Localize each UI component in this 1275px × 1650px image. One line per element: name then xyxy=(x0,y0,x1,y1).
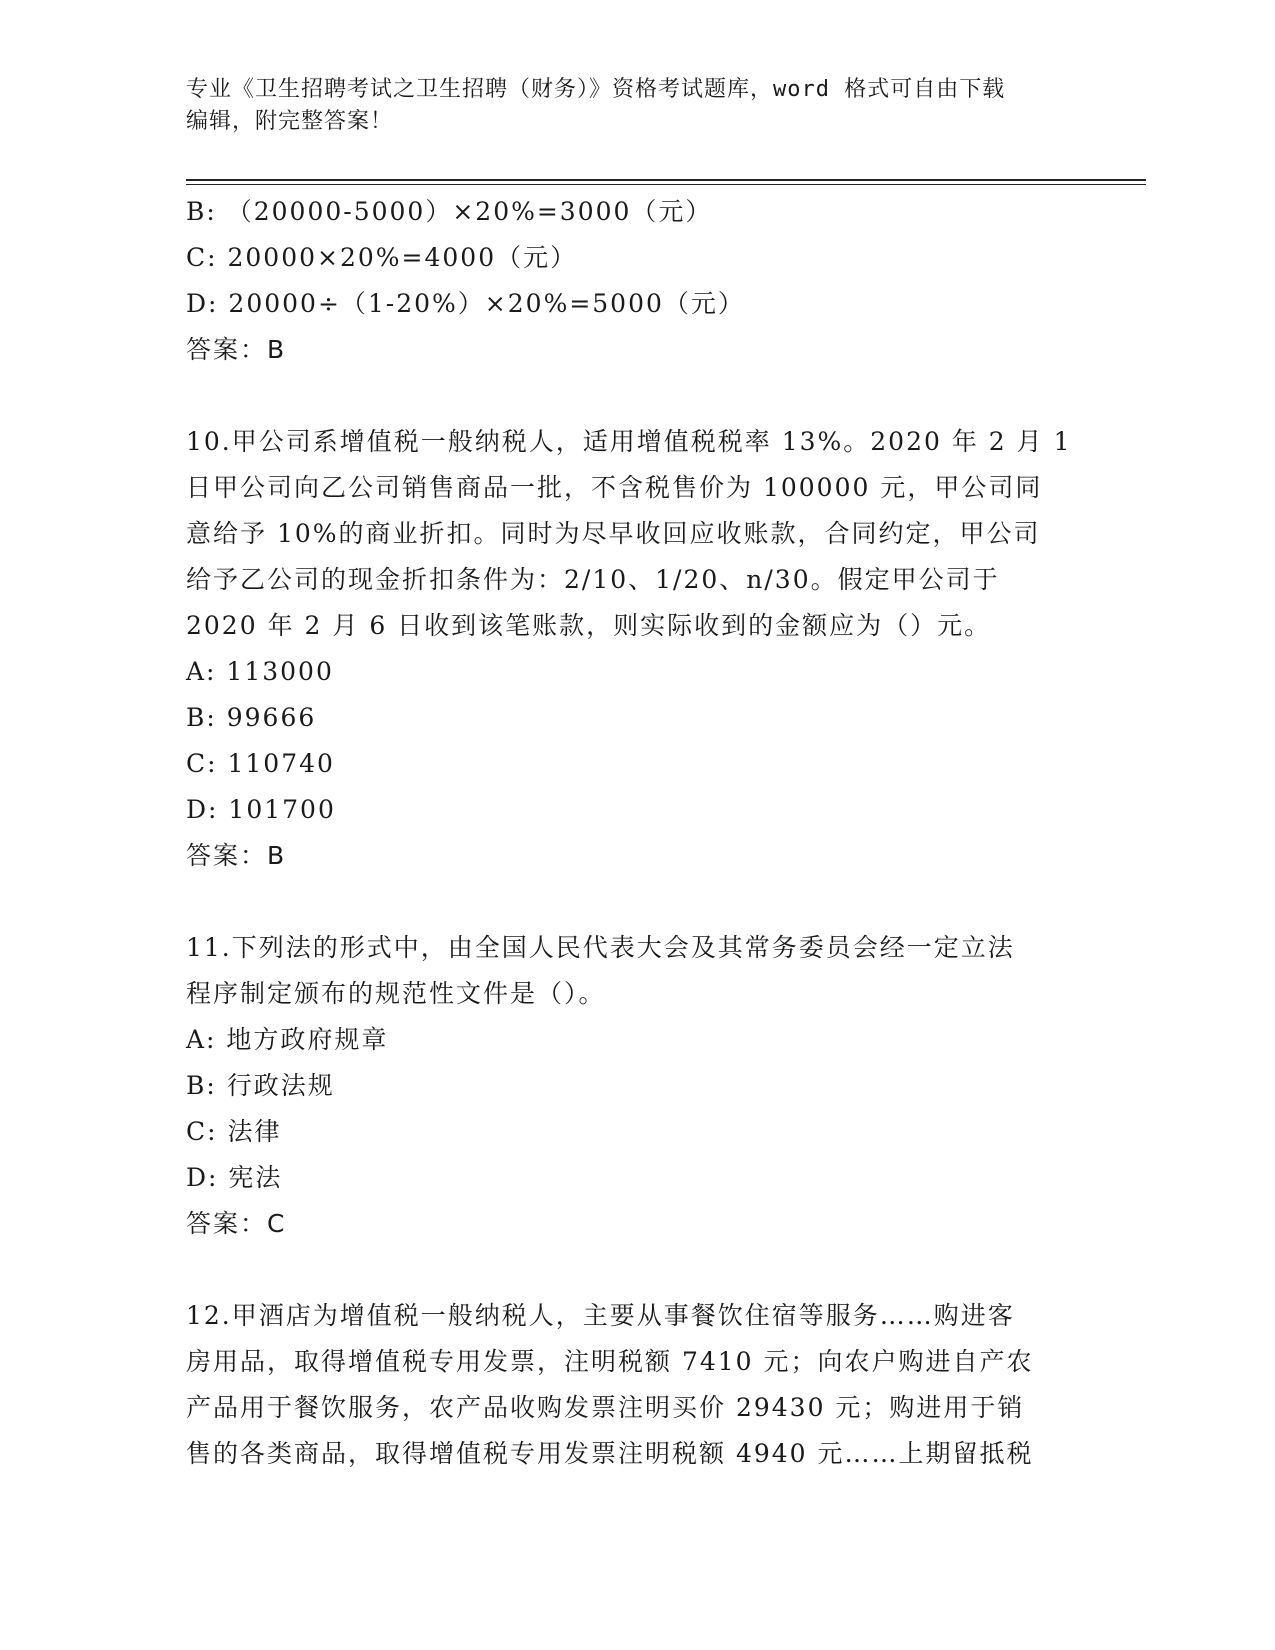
header-line-2: 编辑，附完整答案！ xyxy=(186,109,394,134)
question-text-line: 给予乙公司的现金折扣条件为：2/10、1/20、n/30。假定甲公司于 xyxy=(186,565,1000,594)
spacer xyxy=(186,879,1086,925)
document-header xyxy=(186,74,1086,138)
option-c: C: 20000×20%=4000（元） xyxy=(186,243,578,272)
question-text-line: 房用品，取得增值税专用发票，注明税额 7410 元；向农户购进自产农 xyxy=(186,1347,1034,1376)
header-divider-thin xyxy=(186,184,1146,185)
question-text-line: 10.甲公司系增值税一般纳税人，适用增值税税率 13%。2020 年 2 月 1 xyxy=(186,427,1072,456)
answer-label: 答案：C xyxy=(186,1209,287,1238)
question-text-line: 程序制定颁布的规范性文件是（）。 xyxy=(186,979,606,1008)
option-b: B: （20000-5000）×20%=3000（元） xyxy=(186,197,713,226)
option-b: B: 99666 xyxy=(186,703,317,732)
option-a: A: 113000 xyxy=(186,657,334,686)
question-10 xyxy=(186,419,1086,879)
option-c: C: 110740 xyxy=(186,749,335,778)
answer-label: 答案：B xyxy=(186,335,287,364)
header-divider-thick xyxy=(186,179,1146,181)
header-line-1: 专业《卫生招聘考试之卫生招聘（财务）》资格考试题库，word 格式可自由下载 xyxy=(186,77,1006,102)
question-text-line: 产品用于餐饮服务，农产品收购发票注明买价 29430 元；购进用于销 xyxy=(186,1393,1025,1422)
option-d: D: 101700 xyxy=(186,795,336,824)
option-d: D: 宪法 xyxy=(186,1163,283,1192)
answer-label: 答案：B xyxy=(186,841,287,870)
option-d: D: 20000÷（1-20%）×20%=5000（元） xyxy=(186,289,745,318)
question-11 xyxy=(186,925,1086,1247)
question-text-line: 意给予 10%的商业折扣。同时为尽早收回应收账款，合同约定，甲公司 xyxy=(186,519,1041,548)
question-text-line: 日甲公司向乙公司销售商品一批，不含税售价为 100000 元，甲公司同 xyxy=(186,473,1043,502)
question-text-line: 2020 年 2 月 6 日收到该笔账款，则实际收到的金额应为（）元。 xyxy=(186,611,992,640)
option-c: C: 法律 xyxy=(186,1117,282,1146)
spacer xyxy=(186,1247,1086,1293)
question-12 xyxy=(186,1293,1086,1477)
option-a: A: 地方政府规章 xyxy=(186,1025,389,1054)
document-body xyxy=(186,189,1086,1477)
question-text-line: 售的各类商品，取得增值税专用发票注明税额 4940 元……上期留抵税 xyxy=(186,1439,1034,1468)
option-b: B: 行政法规 xyxy=(186,1071,335,1100)
question-9-tail xyxy=(186,189,1086,373)
spacer xyxy=(186,373,1086,419)
question-text-line: 11.下列法的形式中，由全国人民代表大会及其常务委员会经一定立法 xyxy=(186,933,1015,962)
question-text-line: 12.甲酒店为增值税一般纳税人，主要从事餐饮住宿等服务……购进客 xyxy=(186,1301,1015,1330)
